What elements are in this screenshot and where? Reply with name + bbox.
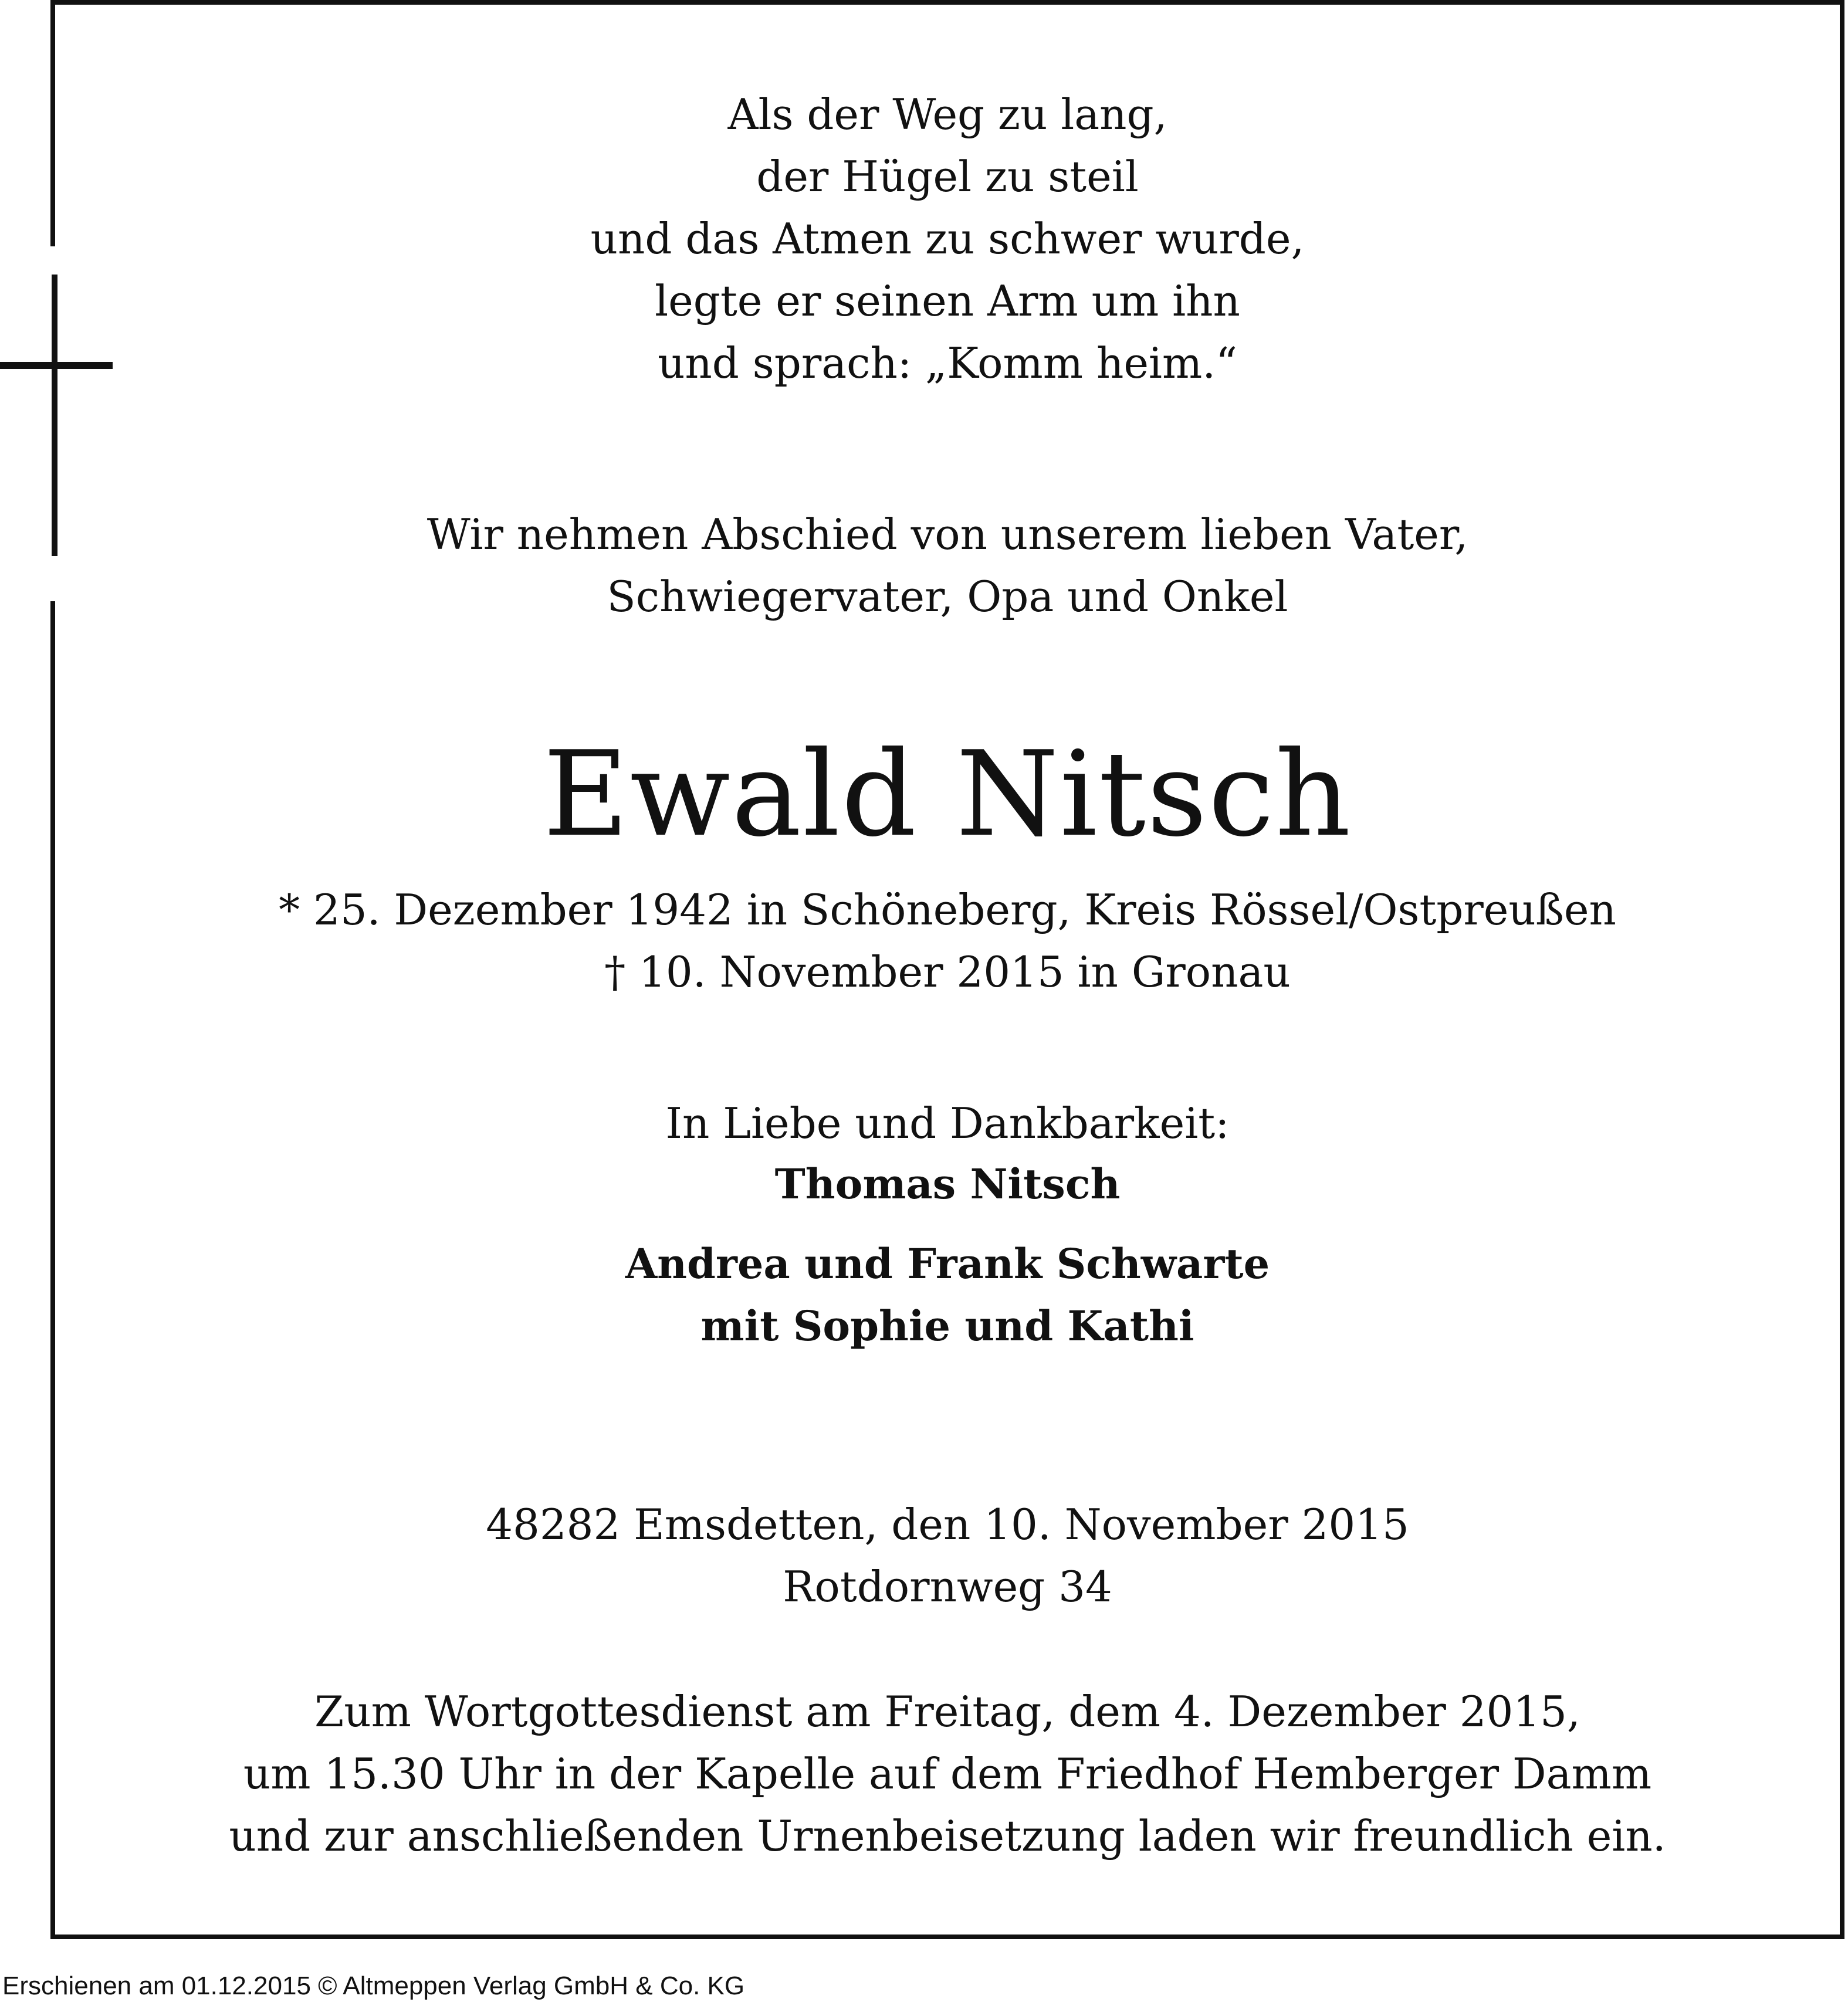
service-announcement <box>55 1681 1840 1867</box>
farewell-intro <box>55 503 1840 628</box>
place-and-date: 48282 Emsdetten, den 10. November 2015 <box>486 1500 1409 1549</box>
mourner-family <box>55 1233 1840 1357</box>
service-line: um 15.30 Uhr in der Kapelle auf dem Friedhof Hemberger Damm <box>243 1749 1652 1798</box>
publication-footer-text: Erschienen am 01.12.2015 © Altmeppen Verlag GmbH & Co. KG <box>2 1971 745 2000</box>
mourners-heading-text: In Liebe und Dankbarkeit: <box>665 1099 1230 1148</box>
frame-right-border <box>1840 0 1844 1939</box>
death-date: † 10. November 2015 in Gronau <box>604 947 1291 997</box>
mourner-thomas: Thomas Nitsch <box>774 1160 1121 1208</box>
publication-footer <box>2 1970 744 2003</box>
address-block <box>55 1493 1840 1618</box>
deceased-name-text: Ewald Nitsch <box>543 726 1352 863</box>
service-line: und zur anschließenden Urnenbeisetzung laden wir freundlich ein. <box>229 1811 1666 1861</box>
service-line: Zum Wortgottesdienst am Freitag, dem 4. Dezember 2015, <box>314 1687 1580 1736</box>
birth-date: * 25. Dezember 1942 in Schöneberg, Kreis Rössel/Ostpreußen <box>279 885 1616 934</box>
mourner-andrea-frank: Andrea und Frank Schwarte <box>625 1239 1270 1288</box>
verse-line: und sprach: „Komm heim.“ <box>658 338 1237 388</box>
frame-bottom-border <box>50 1935 1844 1939</box>
verse-line: legte er seinen Arm um ihn <box>655 276 1240 326</box>
mourner-name <box>55 1153 1840 1215</box>
frame-left-border-lower <box>50 601 55 1939</box>
frame-top-border <box>50 0 1844 5</box>
verse-line: Als der Weg zu lang, <box>727 90 1167 139</box>
verse-line: und das Atmen zu schwer wurde, <box>590 214 1305 263</box>
street-address: Rotdornweg 34 <box>783 1562 1112 1611</box>
intro-line: Wir nehmen Abschied von unserem lieben Vater, <box>427 510 1468 559</box>
mourner-children: mit Sophie und Kathi <box>700 1302 1194 1350</box>
verse <box>55 83 1840 394</box>
deceased-name <box>55 726 1840 863</box>
frame-left-border-upper <box>50 0 55 246</box>
mourners-heading <box>55 1092 1840 1154</box>
life-dates <box>55 879 1840 1003</box>
intro-line: Schwiegervater, Opa und Onkel <box>607 572 1288 621</box>
verse-line: der Hügel zu steil <box>756 152 1139 201</box>
